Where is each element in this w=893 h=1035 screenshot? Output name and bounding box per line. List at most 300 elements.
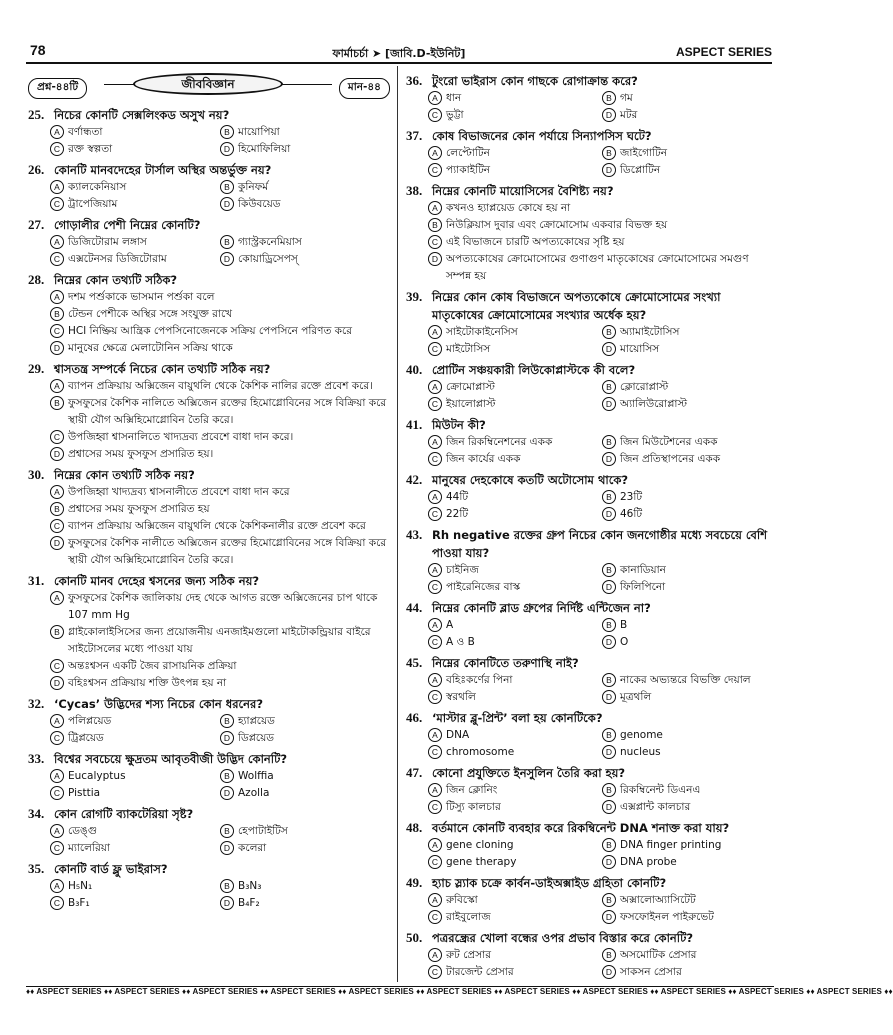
right-question-list [406,72,776,981]
question-text-row [28,750,390,768]
option-list [28,289,390,357]
option-letter-circle: B [220,879,234,893]
option-letter-circle: C [428,397,442,411]
option-text: টারজেন্ট প্রেসার [446,966,514,978]
option-letter-circle: D [602,965,616,979]
option-b [602,892,776,909]
option-letter-circle: A [428,490,442,504]
option-letter-circle: B [602,91,616,105]
option-d [602,162,776,179]
option-c [50,658,390,675]
option-text: H₅N₁ [68,880,93,892]
option-letter-circle: B [50,307,64,321]
question-32 [28,695,390,747]
option-letter-circle: A [428,201,442,215]
option-text: নাকের অভ্যন্তরে বিভক্তি দেয়াল [620,674,751,686]
question-stem: কোনটি মানব দেহের শ্বসনের জন্য সঠিক নয়? [54,574,260,588]
option-letter-circle: C [428,965,442,979]
option-b [602,782,776,799]
question-number: 44. [406,600,423,615]
option-text: কিউবয়েড [238,198,281,210]
question-stem: গোড়ালীর পেশী নিম্নের কোনটি? [54,218,201,232]
option-a [428,892,602,909]
option-c [428,506,602,523]
question-30 [28,466,390,569]
option-text: চাইনিজ [446,564,479,576]
question-number: 30. [28,467,45,482]
question-stem: প্রোটিন সঞ্চয়কারী লিউকোপ্লাস্টকে কী বলে? [432,363,636,377]
option-text: স্বরথলি [446,691,476,703]
question-stem: বিশ্বের সবচেয়ে ক্ষুদ্রতম আবৃতবীজী উদ্ভিদ কোনটি? [54,752,288,766]
question-number: 35. [28,861,45,876]
option-letter-circle: A [428,948,442,962]
option-list [28,124,390,158]
option-letter-circle: A [50,879,64,893]
option-a [50,484,390,501]
question-text-row [406,709,776,727]
option-a [428,617,602,634]
option-letter-circle: D [50,536,64,550]
option-c [428,341,602,358]
option-list [28,713,390,747]
question-number: 27. [28,217,45,232]
option-text: ব্যাপন প্রক্রিয়ায় অক্সিজেন বায়ুথলি থেকে কৈশিক নালির রক্তে প্রবেশ করে। [68,380,373,392]
option-letter-circle: D [220,142,234,156]
option-a [428,947,602,964]
question-number: 33. [28,751,45,766]
question-46 [406,709,776,761]
column-divider [397,66,398,982]
option-b [602,90,776,107]
option-text: genome [620,729,663,741]
option-a [428,434,602,451]
option-c [50,895,220,912]
option-list [28,179,390,213]
option-text: রাইবুলোজ [446,911,491,923]
option-letter-circle: C [50,430,64,444]
option-letter-circle: C [428,745,442,759]
question-34 [28,805,390,857]
option-letter-circle: B [220,125,234,139]
option-letter-circle: A [428,435,442,449]
option-d [220,251,390,268]
question-number: 36. [406,73,423,88]
option-list [406,90,776,124]
option-b [428,217,776,234]
option-text: বর্ণান্ধতা [68,126,103,138]
option-d [602,909,776,926]
question-stem: Rh negative রক্তের গ্রুপ নিচের কোন জনগোষ্ঠীর মধ্যে সবচেয়ে বেশি পাওয়া যায়? [432,528,768,560]
question-text-row [28,572,390,590]
option-text: নিউক্লিয়াস দুবার এবং ক্রোমোসোম একবার বিভক্ত হয় [446,219,668,231]
question-50 [406,929,776,981]
option-text: gene therapy [446,856,517,868]
option-letter-circle: B [602,435,616,449]
option-text: উপজিহ্বা খাদ্যদ্রব্য শ্বাসনালীতে প্রবেশে বাধা দান করে [68,486,290,498]
option-letter-circle: C [50,896,64,910]
option-letter-circle: B [220,235,234,249]
question-text-row [28,860,390,878]
option-list [28,234,390,268]
option-letter-circle: C [428,452,442,466]
option-text: মায়োপিয়া [238,126,280,138]
option-text: অপত্যকোষের ক্রোমোসোমের গুণাগুণ মাতৃকোষের ক্রোমোসোমের সমগুণ সম্পন্ন হয় [446,253,749,282]
option-b [602,727,776,744]
option-letter-circle: A [428,146,442,160]
option-text: রিকম্বিনেন্ট ডিএনএ [620,784,701,796]
question-stem: বর্তমানে কোনটি ব্যবহার করে রিকম্বিনেন্ট DNA শনাক্ত করা যায়? [432,821,730,835]
option-a [50,234,220,251]
option-text: Wolffia [238,770,274,782]
option-text: 44টি [446,491,469,503]
question-stem: কোষ বিভাজনের কোন পর্যায়ে সিন্যাপসিস ঘটে? [432,129,652,143]
option-text: অক্সালোঅ্যাসিটেট [620,894,696,906]
option-text: Pisttia [68,787,101,799]
question-stem: নিম্নের কোন কোষ বিভাজনে অপত্যকোষে ক্রোমোসোমের সংখ্যা মাতৃকোষের ক্রোমোসোমের সংখ্যার অর্ধেক হয়? [432,290,721,322]
question-text-row [28,695,390,713]
option-letter-circle: B [602,673,616,687]
option-list [406,672,776,706]
option-letter-circle: D [602,635,616,649]
option-a [50,823,220,840]
option-list [28,768,390,802]
option-text: B₃N₃ [238,880,262,892]
question-42 [406,471,776,523]
option-b [602,145,776,162]
option-letter-circle: C [50,519,64,533]
option-text: 23টি [620,491,643,503]
option-a [50,768,220,785]
option-letter-circle: D [602,452,616,466]
option-b [220,878,390,895]
option-text: ধান [446,92,462,104]
option-text: প্রশ্বাসের সময় ফুসফুস প্রসারিত হয় [68,503,210,515]
option-text: A ও B [446,636,475,648]
option-d [220,730,390,747]
option-letter-circle: C [428,635,442,649]
option-c [50,429,390,446]
question-45 [406,654,776,706]
option-b [50,624,390,658]
option-d [50,535,390,569]
question-number: 40. [406,362,423,377]
option-a [50,713,220,730]
option-letter-circle: D [50,341,64,355]
option-d [602,396,776,413]
option-text: ফুসফুসের কৈশিক নালিতে অক্সিজেন রক্তের হিমোগ্লোবিনের সঙ্গে বিক্রিয়া করে স্থায়ী যৌগ অক্সিহিমোগ্লোবিন তৈরি করে। [68,397,387,426]
question-text-row [28,360,390,378]
option-b [220,179,390,196]
question-stem: কোনটি মানবদেহের টার্সাল অস্থির অন্তর্ভুক্ত নয়? [54,163,272,177]
question-stem: ‘মাস্টার ব্লু-প্রিন্ট’ বলা হয় কোনটিকে? [432,711,603,725]
option-list [28,590,390,692]
option-text: হিমোফিলিয়া [238,143,291,155]
question-25 [28,106,390,158]
question-number: 49. [406,875,423,890]
option-a [50,878,220,895]
question-text-row [28,271,390,289]
question-stem: কোন রোগটি ব্যাকটেরিয়া সৃষ্ট? [54,807,194,821]
question-number: 48. [406,820,423,835]
question-text-row [406,819,776,837]
option-text: জিন মিউটেশনের একক [620,436,718,448]
option-c [428,634,602,651]
question-count: প্রশ্ন-৪৪টি [28,78,87,99]
option-d [602,579,776,596]
question-27 [28,216,390,268]
option-text: কুনিফর্ম [238,181,269,193]
question-stem: টুংরো ভাইরাস কোন গাছকে রোগাক্রান্ত করে? [432,74,638,88]
question-text-row [406,874,776,892]
option-text: গম [620,92,633,104]
option-a [50,590,390,624]
option-letter-circle: C [428,507,442,521]
option-c [50,840,220,857]
option-letter-circle: B [602,380,616,394]
option-a [50,124,220,141]
option-letter-circle: B [428,218,442,232]
question-number: 38. [406,183,423,198]
option-d [220,196,390,213]
question-43 [406,526,776,596]
option-letter-circle: B [220,180,234,194]
question-number: 25. [28,107,45,122]
option-text: মাইটোসিস [446,343,491,355]
option-text: কলেরা [238,842,267,854]
option-text: সাকসন প্রেসার [620,966,682,978]
option-c [50,196,220,213]
option-d [220,895,390,912]
option-text: টিস্যু কালচার [446,801,501,813]
option-letter-circle: C [50,324,64,338]
option-letter-circle: A [428,893,442,907]
question-text-row [28,216,390,234]
option-letter-circle: C [428,800,442,814]
option-list [406,434,776,468]
subject-banner [28,72,390,102]
option-list [406,489,776,523]
option-text: ইয়ালোপ্লাস্ট [446,398,496,410]
option-c [428,579,602,596]
option-list [406,379,776,413]
question-text-row [406,416,776,434]
option-text: gene cloning [446,839,514,851]
option-text: ডেঙ্গু [68,825,98,837]
option-letter-circle: B [602,728,616,742]
option-c [428,689,602,706]
option-d [602,689,776,706]
option-text: ফিলিপিনো [620,581,666,593]
option-text: ডিপ্লোটিন [620,164,661,176]
question-text-row [406,72,776,90]
option-b [602,672,776,689]
option-text: কখনও হ্যাপ্লয়েড কোষে হয় না [446,202,571,214]
option-letter-circle: A [428,563,442,577]
option-letter-circle: D [220,731,234,745]
option-c [428,854,602,871]
option-d [220,141,390,158]
option-letter-circle: B [602,948,616,962]
option-letter-circle: A [428,325,442,339]
option-text: এক্সটেনসর ডিজিটোরাম [68,253,167,265]
option-text: জিন ক্লোনিং [446,784,498,796]
option-a [428,782,602,799]
option-letter-circle: C [428,690,442,704]
option-letter-circle: A [50,769,64,783]
option-a [428,837,602,854]
option-c [428,744,602,761]
option-d [220,785,390,802]
option-letter-circle: B [602,618,616,632]
option-letter-circle: D [428,252,442,266]
option-text: জিন রিকম্বিনেশনের একক [446,436,553,448]
option-letter-circle: A [428,673,442,687]
option-b [50,501,390,518]
option-letter-circle: D [602,342,616,356]
option-text: গ্যাস্ট্রকনেমিয়াস [238,236,302,248]
option-text: অন্তঃশ্বসন একটি জৈব রাসায়নিক প্রক্রিয়া [68,660,237,672]
option-letter-circle: C [428,342,442,356]
option-list [406,145,776,179]
option-letter-circle: D [602,580,616,594]
option-text: রুট প্রেসার [446,949,491,961]
option-b [50,306,390,323]
option-letter-circle: D [602,800,616,814]
question-text-row [406,127,776,145]
option-c [428,234,776,251]
option-text: O [620,636,629,648]
option-text: এই বিভাজনে চারটি অপত্যকোষের সৃষ্টি হয় [446,236,625,248]
option-c [428,451,602,468]
option-text: পলিপ্লয়েড [68,715,112,727]
option-text: B [620,619,628,631]
option-text: ভুট্টা [446,109,464,121]
question-number: 39. [406,289,423,304]
question-text-row [406,526,776,562]
question-text-row [406,182,776,200]
option-d [602,964,776,981]
option-b [220,713,390,730]
option-text: অ্যামাইটোসিস [620,326,680,338]
question-39 [406,288,776,358]
question-text-row [28,106,390,124]
question-44 [406,599,776,651]
option-letter-circle: C [428,235,442,249]
option-list [28,484,390,569]
option-text: B₃F₁ [68,897,90,909]
left-question-list [28,106,390,912]
option-letter-circle: C [50,841,64,855]
option-c [50,518,390,535]
option-a [50,378,390,395]
option-text: এক্সপ্লান্ট কালচার [620,801,691,813]
option-text: রুবিস্কো [446,894,478,906]
option-b [602,489,776,506]
option-letter-circle: D [602,855,616,869]
option-d [50,446,390,463]
option-letter-circle: A [50,235,64,249]
option-a [428,90,602,107]
option-text: জাইগোটিন [620,147,668,159]
question-stem: কোনটি বার্ড ফ্লু ভাইরাস? [54,862,168,876]
question-text-row [406,929,776,947]
option-a [428,672,602,689]
option-letter-circle: B [50,625,64,639]
option-text: ফুসফুসের কৈশিক নালীতে অক্সিজেন রক্তের হিমোগ্লোবিনের সঙ্গে বিক্রিয়া করে স্থায়ী যৌগ অক্সিহিমোগ্লোবিন তৈরি করে। [68,537,387,566]
option-text: মূত্রথলি [620,691,652,703]
option-letter-circle: C [428,163,442,177]
question-text-row [28,805,390,823]
option-text: অ্যালিউরোপ্লাস্ট [620,398,687,410]
option-letter-circle: B [602,490,616,504]
question-29 [28,360,390,463]
option-letter-circle: A [428,838,442,852]
option-letter-circle: C [50,197,64,211]
option-text: টেন্ডন পেশীকে অস্থির সঙ্গে সংযুক্ত রাখে [68,308,233,320]
option-b [602,837,776,854]
option-text: B₄F₂ [238,897,260,909]
option-c [50,251,220,268]
option-d [602,341,776,358]
option-b [602,324,776,341]
option-list [28,378,390,463]
question-stem: কোনো প্রযুক্তিতে ইনসুলিন তৈরি করা হয়? [432,766,626,780]
option-letter-circle: B [602,563,616,577]
option-d [428,251,776,285]
option-letter-circle: D [602,163,616,177]
option-letter-circle: D [220,197,234,211]
option-list [406,892,776,926]
option-a [428,562,602,579]
option-text: উপজিহ্বা শ্বাসনালিতে খাদ্যদ্রব্য প্রবেশে বাধা দান করে। [68,431,294,443]
option-letter-circle: B [220,714,234,728]
option-text: রক্ত স্বল্পতা [68,143,113,155]
option-c [428,162,602,179]
option-letter-circle: A [50,125,64,139]
option-text: সাইটোকাইনেসিস [446,326,518,338]
option-d [602,744,776,761]
option-list [406,837,776,871]
option-text: 22টি [446,508,469,520]
option-text: ডিপ্লয়েড [238,732,275,744]
option-c [50,785,220,802]
option-d [220,840,390,857]
option-text: ক্রোমোপ্লাস্ট [446,381,495,393]
option-list [28,823,390,857]
option-a [428,145,602,162]
question-number: 47. [406,765,423,780]
option-text: ক্লোরোপ্লাস্ট [620,381,669,393]
option-letter-circle: A [428,618,442,632]
option-b [602,947,776,964]
question-stem: নিম্নের কোনটিতে তরুণাস্থি নাই? [432,656,579,670]
option-d [50,340,390,357]
option-letter-circle: A [428,728,442,742]
option-letter-circle: C [50,786,64,800]
option-a [428,379,602,396]
question-stem: হ্যাচ স্ল্যাক চক্রে কার্বন-ডাইঅক্সাইড গ্রহিতা কোনটি? [432,876,667,890]
question-stem: ‘Cycas’ উদ্ভিদের শস্য নিচের কোন ধরনের? [54,697,264,711]
option-list [406,782,776,816]
option-c [428,909,602,926]
question-text-row [406,764,776,782]
option-letter-circle: A [428,783,442,797]
option-letter-circle: D [220,786,234,800]
option-letter-circle: A [50,591,64,605]
option-letter-circle: C [50,252,64,266]
option-c [50,141,220,158]
option-a [50,289,390,306]
